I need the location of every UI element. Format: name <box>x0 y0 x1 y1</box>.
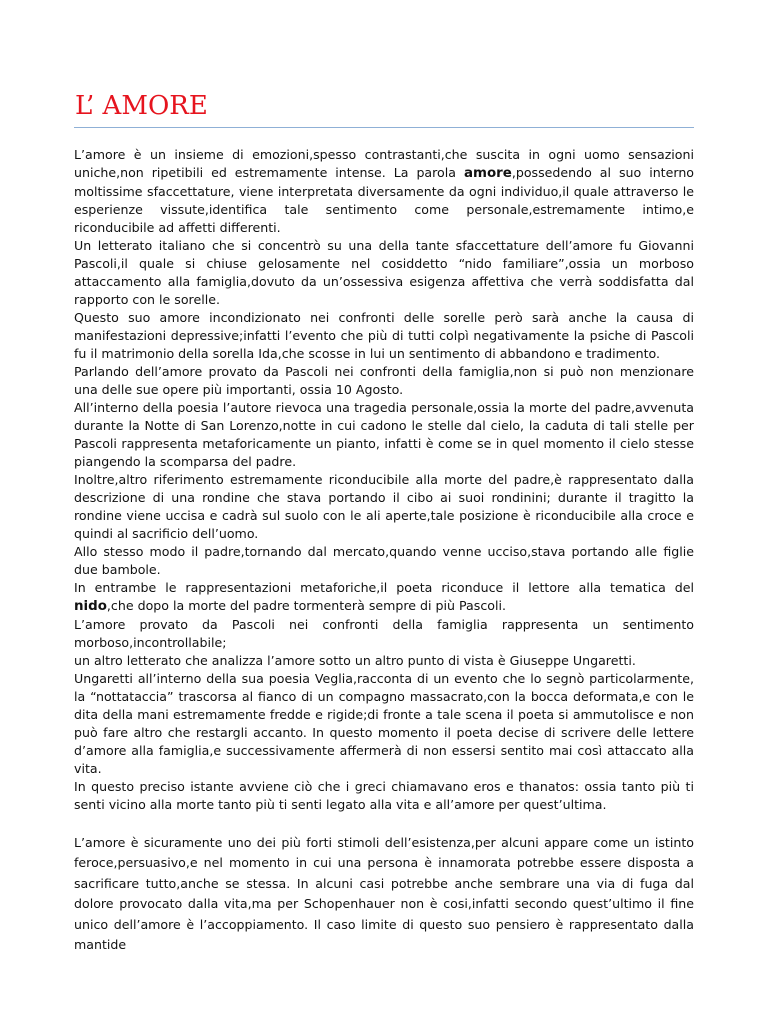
paragraph-sorelle: Questo suo amore incondizionato nei confronti delle sorelle però sarà anche la causa di manifestazioni depressive;infatti l’evento che più di tutti colpì negativamente la psiche di Pascoli fu il matrimonio della sorella Ida,che scosse in lui un sentimento di abbandono e tradimento. <box>74 310 694 361</box>
paragraph-veglia: Ungaretti all’interno della sua poesia Veglia,racconta di un evento che lo segnò particolarmente, la “nottataccia” trascorsa al fianco di un compagno massacrato,con la bocca deformata,e con le dita della mani estremamente fredde e rigide;di fronte a tale scena il poeta si ammutolisce e non può fare altro che restargli accanto. In questo momento il poeta decise di scrivere delle lettere d’amore alla famiglia,e successivamente affermerà di non essersi sentito mai così attaccato alla vita. <box>74 671 694 776</box>
paragraph-rondine: Inoltre,altro riferimento estremamente riconducibile alla morte del padre,è rappresentato dalla descrizione di una rondine che stava portando il cibo ai suoi rondinini; durante il tragitto la rondine viene uccisa e cadrà sul suolo con le ali aperte,tale posizione è riconducibile alla croce e quindi al sacrificio dell’uomo. <box>74 472 694 541</box>
paragraph-schopenhauer: L’amore è sicuramente uno dei più forti stimoli dell’esistenza,per alcuni appare come un istinto feroce,persuasivo,e nel momento in cui una persona è innamorata potrebbe essere disposta a sacrificare tutto,anche se stessa. In alcuni casi potrebbe anche sembrare una via di fuga dal dolore provocato dalla vita,ma per Schopenhauer non è cosi,infatti secondo quest’ultimo il fine unico dell’amore è l’accoppiamento. Il caso limite di questo suo pensiero è rappresentato dalla mantide <box>74 835 694 953</box>
page-title: L’ AMORE <box>75 91 208 121</box>
paragraph-intro-start: L’amore è un insieme di emozioni,spesso contrastanti,che suscita in ogni uomo sensazioni uniche,non ripetibili ed estremamente intense. La parola <box>74 147 694 180</box>
paragraph-pascoli: Un letterato italiano che si concentrò su una della tante sfaccettature dell’amore fu Giovanni Pascoli,il quale si chiuse gelosamente nel cosiddetto “nido familiare”,ossia un morboso attaccamento alla famiglia,dovuto da un’ossessiva esigenza affettiva che verrà soddisfatta dal rapporto con le sorelle. <box>74 238 694 307</box>
paragraph-10-agosto: Parlando dell’amore provato da Pascoli nei confronti della famiglia,non si può non menzionare una delle sue opere più importanti, ossia 10 Agosto. <box>74 364 694 397</box>
paragraph-intro-end: ,possedendo al suo interno moltissime sfaccettature, viene interpretata diversamente da ogni individuo,il quale attraverso le esperienze vissute,identifica tale sentimento come personale,estremamente intimo,e riconducibile ad affetti differenti. <box>74 165 695 235</box>
paragraph-nido-start: In entrambe le rappresentazioni metaforiche,il poeta riconduce il lettore alla tematica del <box>74 580 694 595</box>
paragraph-padre: Allo stesso modo il padre,tornando dal mercato,quando venne ucciso,stava portando alle figlie due bambole. <box>74 544 694 577</box>
keyword-amore: amore <box>463 166 512 181</box>
paragraph-nido-end: ,che dopo la morte del padre tormenterà sempre di più Pascoli. <box>106 598 506 613</box>
paragraph-sentimento: L’amore provato da Pascoli nei confronti della famiglia rappresenta un sentimento morboso,incontrollabile; <box>74 617 694 650</box>
paragraph-ungaretti-intro: un altro letterato che analizza l’amore sotto un altro punto di vista è Giuseppe Ungaretti. <box>74 653 636 668</box>
keyword-nido: nido <box>74 599 107 614</box>
document-body <box>74 146 694 955</box>
title-underline <box>74 127 694 128</box>
paragraph-eros-thanatos: In questo preciso istante avviene ciò che i greci chiamavano eros e thanatos: ossia tanto più ti senti vicino alla morte tanto più ti senti legato alla vita e all’amore per quest’ultima. <box>74 779 694 812</box>
paragraph-nido <box>74 579 694 616</box>
paragraph-poesia: All’interno della poesia l’autore rievoca una tragedia personale,ossia la morte del padre,avvenuta durante la Notte di San Lorenzo,notte in cui cadono le stelle dal cielo, la caduta di tali stelle per Pascoli rappresenta metaforicamente un pianto, infatti è come se in quel momento il cielo stesse piangendo la scomparsa del padre. <box>74 400 694 469</box>
paragraph-intro <box>74 146 694 237</box>
